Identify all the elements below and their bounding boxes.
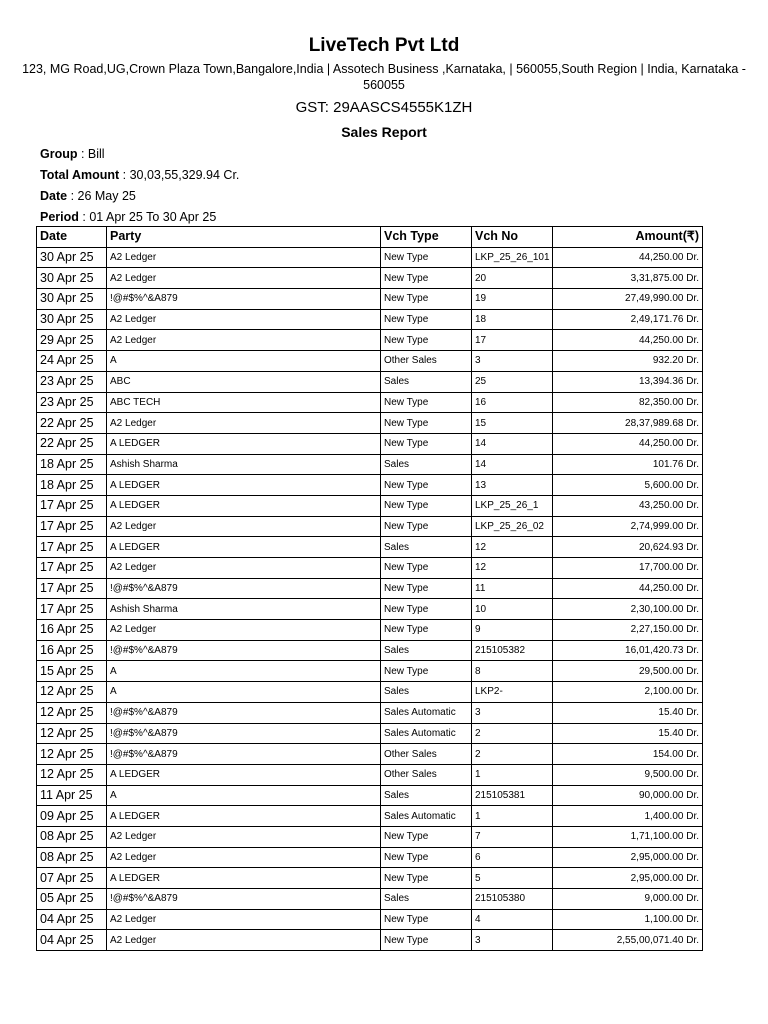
cell-vch-type: Other Sales xyxy=(381,351,472,372)
cell-vch-type: New Type xyxy=(381,558,472,579)
cell-vch-no: 2 xyxy=(472,723,553,744)
cell-amount: 2,74,999.00 Dr. xyxy=(553,516,703,537)
cell-vch-no: 18 xyxy=(472,309,553,330)
cell-party: A2 Ledger xyxy=(107,847,381,868)
cell-amount: 16,01,420.73 Dr. xyxy=(553,640,703,661)
cell-party: !@#$%^&A879 xyxy=(107,640,381,661)
table-row xyxy=(37,806,703,827)
cell-vch-no: 9 xyxy=(472,620,553,641)
cell-amount: 5,600.00 Dr. xyxy=(553,475,703,496)
table-row xyxy=(37,268,703,289)
cell-vch-no: 14 xyxy=(472,433,553,454)
cell-vch-type: New Type xyxy=(381,392,472,413)
cell-party: !@#$%^&A879 xyxy=(107,889,381,910)
cell-amount: 9,000.00 Dr. xyxy=(553,889,703,910)
meta-period: Period : 01 Apr 25 To 30 Apr 25 xyxy=(40,210,217,224)
cell-vch-type: New Type xyxy=(381,847,472,868)
cell-party: A LEDGER xyxy=(107,868,381,889)
table-row xyxy=(37,640,703,661)
meta-date: Date : 26 May 25 xyxy=(40,189,136,203)
cell-party: Ashish Sharma xyxy=(107,454,381,475)
cell-party: A LEDGER xyxy=(107,495,381,516)
cell-vch-no: 215105382 xyxy=(472,640,553,661)
cell-party: A LEDGER xyxy=(107,764,381,785)
cell-vch-type: New Type xyxy=(381,516,472,537)
cell-date: 08 Apr 25 xyxy=(37,826,107,847)
cell-party: A LEDGER xyxy=(107,475,381,496)
gst-number: GST: 29AASCS4555K1ZH xyxy=(295,99,473,116)
cell-amount: 17,700.00 Dr. xyxy=(553,558,703,579)
table-row xyxy=(37,578,703,599)
cell-date: 22 Apr 25 xyxy=(37,433,107,454)
cell-vch-no: 10 xyxy=(472,599,553,620)
table-row xyxy=(37,413,703,434)
cell-date: 04 Apr 25 xyxy=(37,930,107,951)
cell-vch-no: 14 xyxy=(472,454,553,475)
cell-party: A LEDGER xyxy=(107,433,381,454)
cell-party: !@#$%^&A879 xyxy=(107,723,381,744)
cell-party: A2 Ledger xyxy=(107,330,381,351)
cell-date: 12 Apr 25 xyxy=(37,723,107,744)
table-row xyxy=(37,847,703,868)
cell-vch-type: New Type xyxy=(381,661,472,682)
table-row xyxy=(37,702,703,723)
cell-vch-no: 13 xyxy=(472,475,553,496)
cell-date: 09 Apr 25 xyxy=(37,806,107,827)
cell-party: A2 Ledger xyxy=(107,309,381,330)
cell-date: 16 Apr 25 xyxy=(37,620,107,641)
cell-date: 12 Apr 25 xyxy=(37,764,107,785)
table-header-row xyxy=(37,227,703,248)
cell-amount: 28,37,989.68 Dr. xyxy=(553,413,703,434)
cell-date: 17 Apr 25 xyxy=(37,516,107,537)
cell-date: 17 Apr 25 xyxy=(37,558,107,579)
cell-date: 17 Apr 25 xyxy=(37,495,107,516)
cell-amount: 9,500.00 Dr. xyxy=(553,764,703,785)
cell-amount: 3,31,875.00 Dr. xyxy=(553,268,703,289)
cell-date: 16 Apr 25 xyxy=(37,640,107,661)
cell-date: 30 Apr 25 xyxy=(37,289,107,310)
table-row xyxy=(37,371,703,392)
cell-vch-type: New Type xyxy=(381,268,472,289)
cell-party: A xyxy=(107,682,381,703)
cell-vch-no: 3 xyxy=(472,702,553,723)
table-row xyxy=(37,330,703,351)
cell-amount: 2,30,100.00 Dr. xyxy=(553,599,703,620)
cell-vch-no: 7 xyxy=(472,826,553,847)
cell-vch-type: Sales xyxy=(381,889,472,910)
cell-date: 11 Apr 25 xyxy=(37,785,107,806)
cell-amount: 1,100.00 Dr. xyxy=(553,909,703,930)
table-row xyxy=(37,495,703,516)
cell-date: 23 Apr 25 xyxy=(37,392,107,413)
cell-amount: 1,400.00 Dr. xyxy=(553,806,703,827)
cell-vch-no: 1 xyxy=(472,764,553,785)
cell-vch-no: 15 xyxy=(472,413,553,434)
cell-party: A2 Ledger xyxy=(107,620,381,641)
cell-amount: 2,100.00 Dr. xyxy=(553,682,703,703)
cell-party: !@#$%^&A879 xyxy=(107,578,381,599)
cell-vch-type: New Type xyxy=(381,433,472,454)
cell-vch-no: 1 xyxy=(472,806,553,827)
cell-vch-no: 215105380 xyxy=(472,889,553,910)
cell-amount: 82,350.00 Dr. xyxy=(553,392,703,413)
cell-amount: 15.40 Dr. xyxy=(553,702,703,723)
cell-vch-no: 215105381 xyxy=(472,785,553,806)
cell-vch-type: New Type xyxy=(381,578,472,599)
report-meta xyxy=(40,144,239,228)
cell-vch-no: 3 xyxy=(472,351,553,372)
cell-amount: 44,250.00 Dr. xyxy=(553,433,703,454)
cell-date: 08 Apr 25 xyxy=(37,847,107,868)
cell-amount: 13,394.36 Dr. xyxy=(553,371,703,392)
cell-vch-type: Sales xyxy=(381,682,472,703)
col-header-amount: Amount(₹) xyxy=(553,227,703,248)
cell-date: 17 Apr 25 xyxy=(37,578,107,599)
table-row xyxy=(37,889,703,910)
cell-vch-type: New Type xyxy=(381,309,472,330)
cell-vch-type: New Type xyxy=(381,826,472,847)
table-row xyxy=(37,661,703,682)
cell-vch-no: LKP_25_26_1 xyxy=(472,495,553,516)
cell-vch-type: New Type xyxy=(381,475,472,496)
cell-vch-no: LKP_25_26_02 xyxy=(472,516,553,537)
cell-amount: 154.00 Dr. xyxy=(553,744,703,765)
cell-amount: 2,55,00,071.40 Dr. xyxy=(553,930,703,951)
cell-amount: 44,250.00 Dr. xyxy=(553,578,703,599)
cell-vch-no: LKP_25_26_101 xyxy=(472,247,553,268)
cell-vch-type: Other Sales xyxy=(381,744,472,765)
cell-amount: 101.76 Dr. xyxy=(553,454,703,475)
cell-party: A2 Ledger xyxy=(107,413,381,434)
cell-party: A LEDGER xyxy=(107,537,381,558)
report-title: Sales Report xyxy=(341,124,427,140)
col-header-date: Date xyxy=(37,227,107,248)
table-row xyxy=(37,392,703,413)
table-row xyxy=(37,930,703,951)
table-row xyxy=(37,826,703,847)
cell-party: A2 Ledger xyxy=(107,268,381,289)
cell-vch-type: New Type xyxy=(381,909,472,930)
table-row xyxy=(37,537,703,558)
cell-vch-no: 19 xyxy=(472,289,553,310)
table-row xyxy=(37,309,703,330)
cell-amount: 44,250.00 Dr. xyxy=(553,247,703,268)
cell-vch-type: Sales xyxy=(381,537,472,558)
cell-vch-type: New Type xyxy=(381,247,472,268)
cell-vch-no: 12 xyxy=(472,537,553,558)
cell-party: A2 Ledger xyxy=(107,247,381,268)
table-row xyxy=(37,682,703,703)
cell-date: 30 Apr 25 xyxy=(37,247,107,268)
cell-date: 30 Apr 25 xyxy=(37,268,107,289)
cell-date: 24 Apr 25 xyxy=(37,351,107,372)
cell-party: !@#$%^&A879 xyxy=(107,702,381,723)
cell-amount: 2,49,171.76 Dr. xyxy=(553,309,703,330)
cell-date: 23 Apr 25 xyxy=(37,371,107,392)
cell-party: ABC xyxy=(107,371,381,392)
company-name: LiveTech Pvt Ltd xyxy=(308,35,460,56)
cell-date: 30 Apr 25 xyxy=(37,309,107,330)
cell-date: 07 Apr 25 xyxy=(37,868,107,889)
cell-amount: 27,49,990.00 Dr. xyxy=(553,289,703,310)
cell-vch-type: Other Sales xyxy=(381,764,472,785)
cell-party: A xyxy=(107,785,381,806)
table-row xyxy=(37,599,703,620)
table-row xyxy=(37,909,703,930)
cell-vch-type: Sales Automatic xyxy=(381,806,472,827)
cell-amount: 43,250.00 Dr. xyxy=(553,495,703,516)
cell-amount: 29,500.00 Dr. xyxy=(553,661,703,682)
table-row xyxy=(37,620,703,641)
table-row xyxy=(37,433,703,454)
table-row xyxy=(37,723,703,744)
cell-vch-type: New Type xyxy=(381,413,472,434)
cell-party: A2 Ledger xyxy=(107,516,381,537)
cell-vch-no: 20 xyxy=(472,268,553,289)
cell-amount: 2,27,150.00 Dr. xyxy=(553,620,703,641)
cell-date: 04 Apr 25 xyxy=(37,909,107,930)
table-row xyxy=(37,247,703,268)
col-header-vch-type: Vch Type xyxy=(381,227,472,248)
cell-vch-type: New Type xyxy=(381,620,472,641)
cell-date: 18 Apr 25 xyxy=(37,454,107,475)
cell-date: 15 Apr 25 xyxy=(37,661,107,682)
table-row xyxy=(37,744,703,765)
cell-party: A xyxy=(107,351,381,372)
cell-date: 12 Apr 25 xyxy=(37,702,107,723)
table-row xyxy=(37,785,703,806)
cell-vch-type: Sales xyxy=(381,640,472,661)
cell-vch-type: New Type xyxy=(381,868,472,889)
table-row xyxy=(37,351,703,372)
table-row xyxy=(37,764,703,785)
cell-party: ABC TECH xyxy=(107,392,381,413)
cell-vch-no: 16 xyxy=(472,392,553,413)
sales-table xyxy=(36,226,703,951)
cell-vch-type: Sales xyxy=(381,371,472,392)
cell-vch-type: Sales xyxy=(381,454,472,475)
cell-amount: 2,95,000.00 Dr. xyxy=(553,868,703,889)
cell-amount: 90,000.00 Dr. xyxy=(553,785,703,806)
cell-vch-no: 2 xyxy=(472,744,553,765)
table-row xyxy=(37,516,703,537)
table-row xyxy=(37,454,703,475)
cell-date: 17 Apr 25 xyxy=(37,537,107,558)
cell-party: A LEDGER xyxy=(107,806,381,827)
table-row xyxy=(37,868,703,889)
cell-vch-no: 4 xyxy=(472,909,553,930)
cell-vch-no: 3 xyxy=(472,930,553,951)
cell-vch-no: 11 xyxy=(472,578,553,599)
cell-date: 12 Apr 25 xyxy=(37,744,107,765)
cell-date: 17 Apr 25 xyxy=(37,599,107,620)
cell-amount: 44,250.00 Dr. xyxy=(553,330,703,351)
meta-total-amount: Total Amount : 30,03,55,329.94 Cr. xyxy=(40,168,240,182)
cell-party: Ashish Sharma xyxy=(107,599,381,620)
cell-vch-type: Sales Automatic xyxy=(381,702,472,723)
cell-party: A xyxy=(107,661,381,682)
col-header-vch-no: Vch No xyxy=(472,227,553,248)
company-address: 123, MG Road,UG,Crown Plaza Town,Bangalore,India | Assotech Business ,Karnataka, | 560055,South Region | India, Karnataka - 560055 xyxy=(22,62,746,92)
cell-party: A2 Ledger xyxy=(107,558,381,579)
table-row xyxy=(37,475,703,496)
table-row xyxy=(37,289,703,310)
cell-vch-no: 5 xyxy=(472,868,553,889)
cell-vch-type: Sales xyxy=(381,785,472,806)
cell-vch-no: LKP2- xyxy=(472,682,553,703)
cell-date: 12 Apr 25 xyxy=(37,682,107,703)
report-header xyxy=(0,34,768,141)
cell-vch-type: New Type xyxy=(381,289,472,310)
cell-amount: 1,71,100.00 Dr. xyxy=(553,826,703,847)
meta-group: Group : Bill xyxy=(40,147,105,161)
cell-party: !@#$%^&A879 xyxy=(107,289,381,310)
cell-date: 22 Apr 25 xyxy=(37,413,107,434)
cell-date: 18 Apr 25 xyxy=(37,475,107,496)
cell-amount: 2,95,000.00 Dr. xyxy=(553,847,703,868)
cell-vch-no: 25 xyxy=(472,371,553,392)
cell-vch-no: 8 xyxy=(472,661,553,682)
cell-amount: 15.40 Dr. xyxy=(553,723,703,744)
cell-party: A2 Ledger xyxy=(107,826,381,847)
cell-vch-no: 17 xyxy=(472,330,553,351)
cell-vch-type: New Type xyxy=(381,330,472,351)
cell-vch-type: New Type xyxy=(381,599,472,620)
cell-party: !@#$%^&A879 xyxy=(107,744,381,765)
cell-party: A2 Ledger xyxy=(107,930,381,951)
cell-amount: 932.20 Dr. xyxy=(553,351,703,372)
cell-amount: 20,624.93 Dr. xyxy=(553,537,703,558)
cell-date: 29 Apr 25 xyxy=(37,330,107,351)
cell-vch-no: 6 xyxy=(472,847,553,868)
col-header-party: Party xyxy=(107,227,381,248)
cell-date: 05 Apr 25 xyxy=(37,889,107,910)
cell-party: A2 Ledger xyxy=(107,909,381,930)
cell-vch-type: New Type xyxy=(381,495,472,516)
cell-vch-type: Sales Automatic xyxy=(381,723,472,744)
cell-vch-no: 12 xyxy=(472,558,553,579)
cell-vch-type: New Type xyxy=(381,930,472,951)
table-row xyxy=(37,558,703,579)
